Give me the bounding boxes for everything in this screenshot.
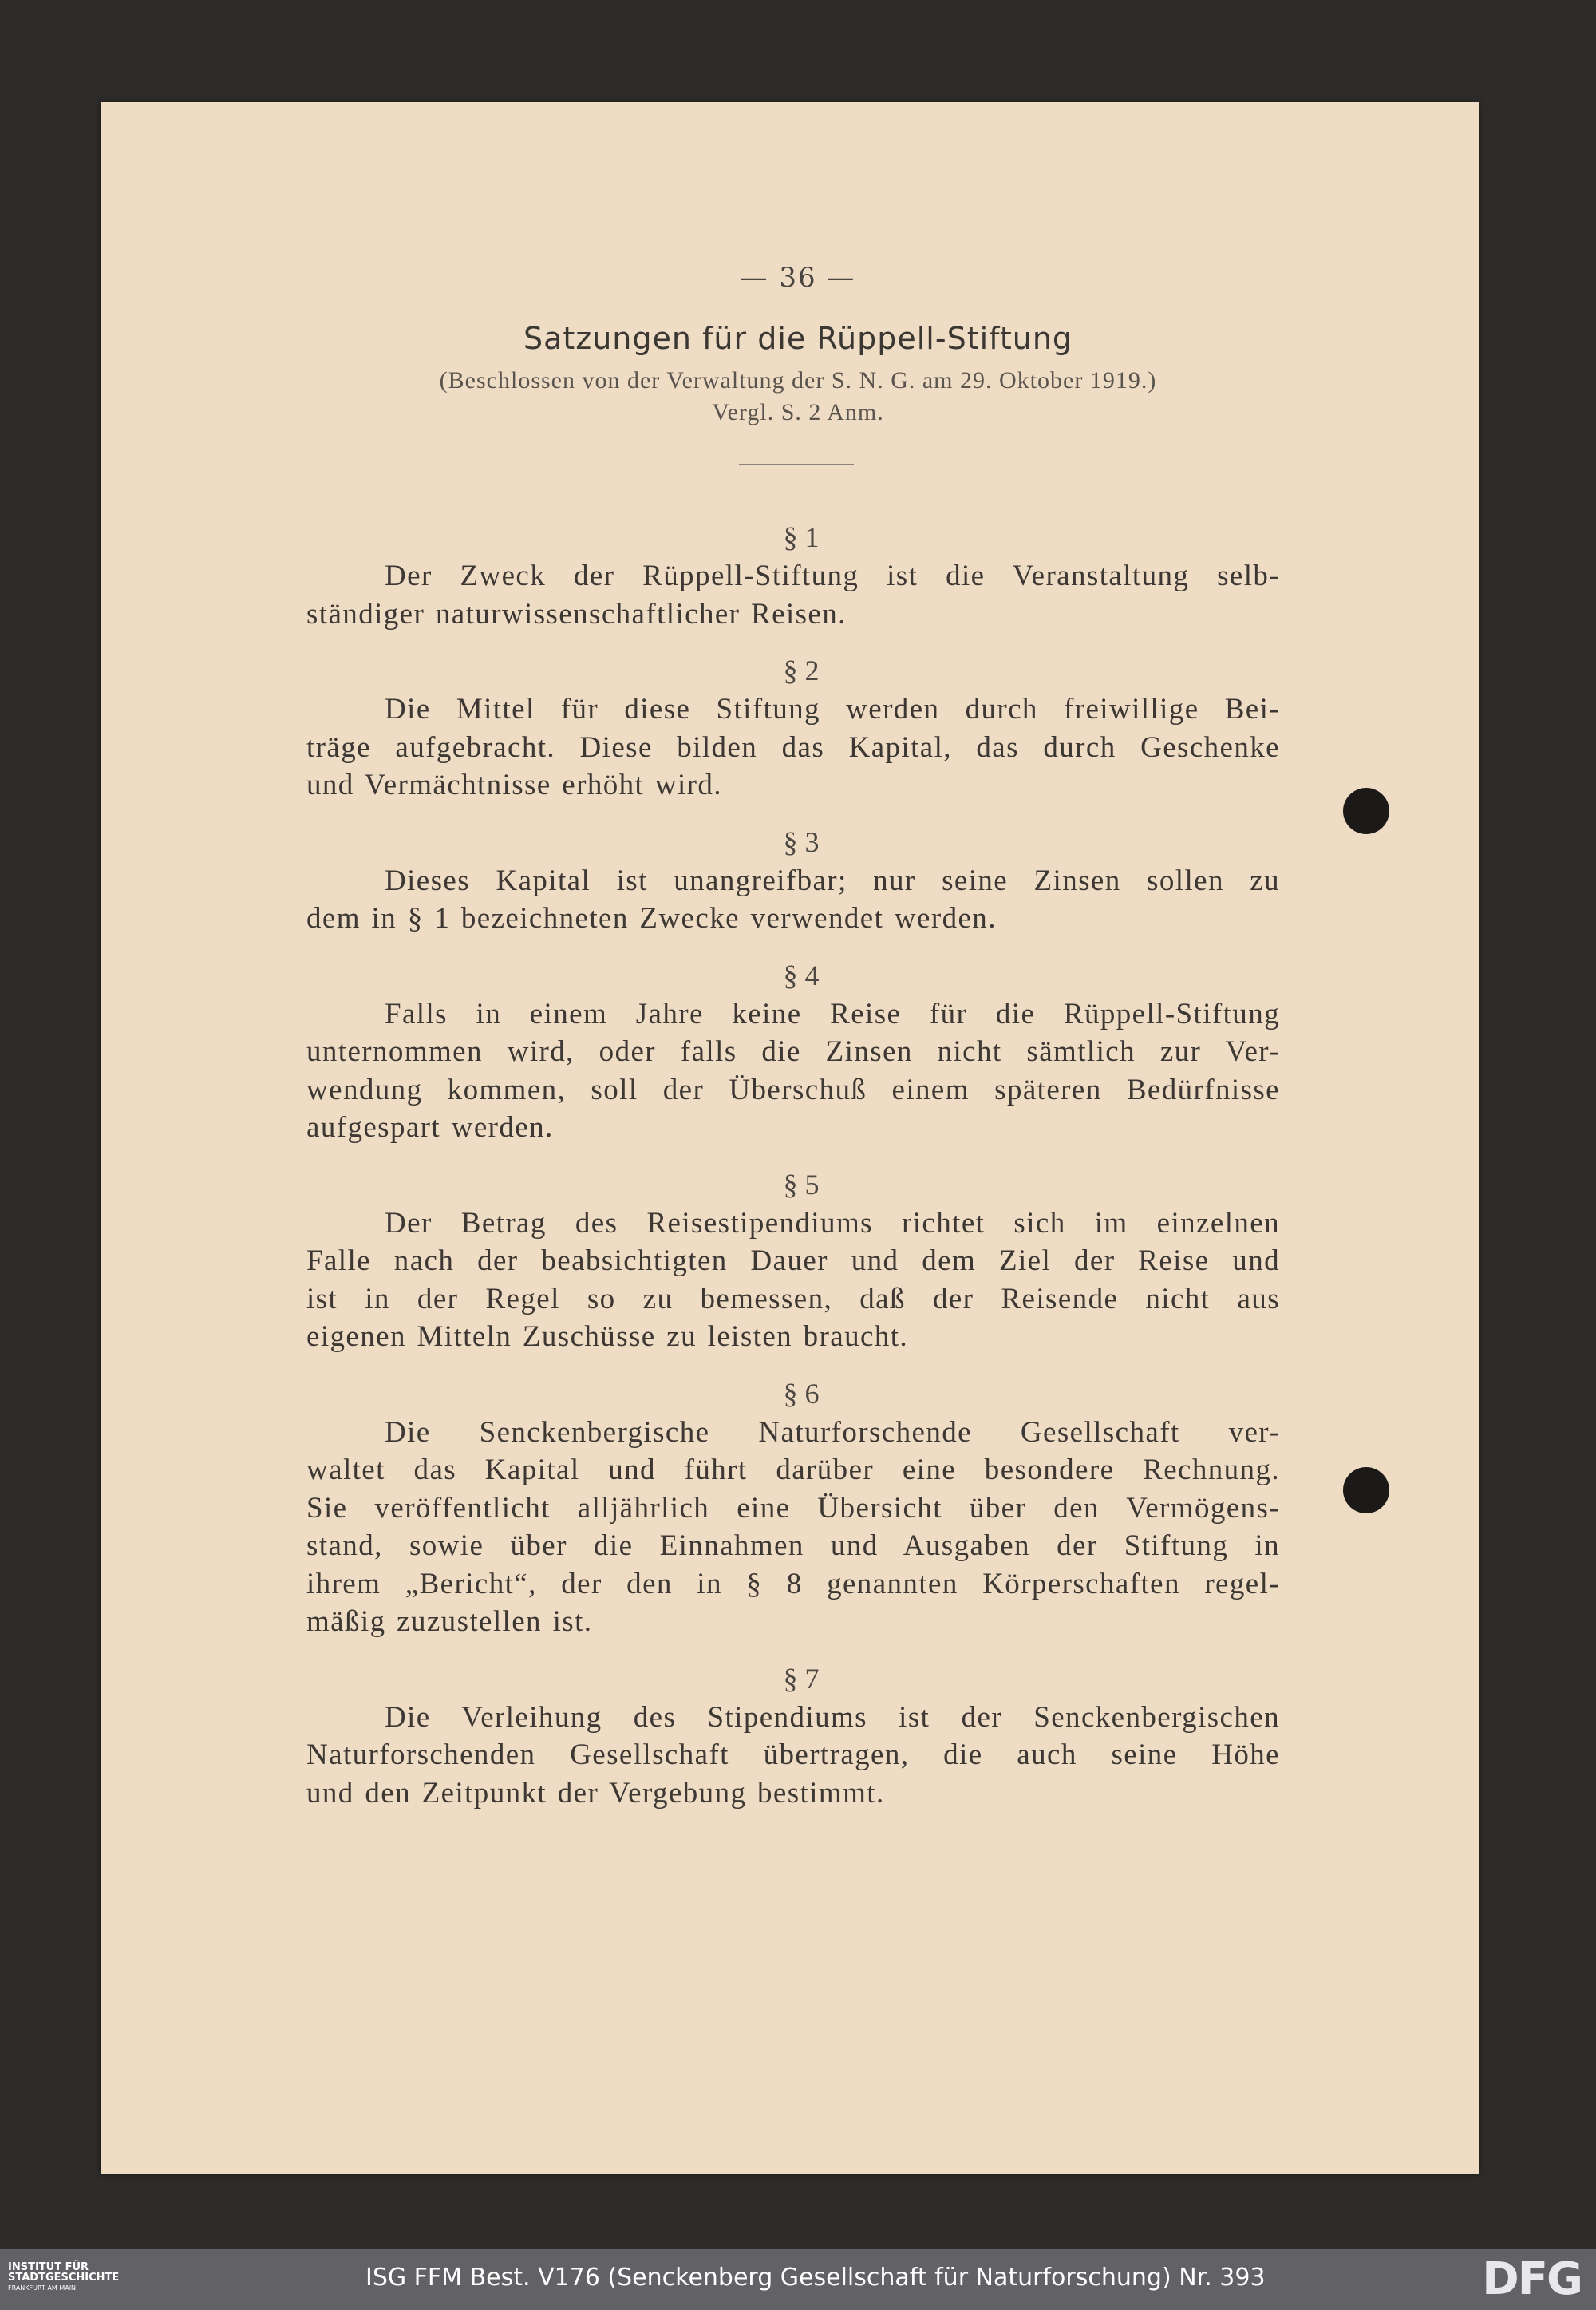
document-title: Satzungen für die Rüppell-Stiftung [523, 321, 1073, 356]
text-line: eigenen Mitteln Zuschüsse zu leisten braucht. [306, 1320, 909, 1353]
text-line: Sie veröffentlicht alljährlich eine Übersicht über den Vermögens- [306, 1491, 1280, 1525]
section-3 [306, 822, 1280, 938]
institute-line-2: STADTGESCHICHTE [8, 2272, 120, 2284]
title-divider [739, 464, 854, 465]
text-line: Falls in einem Jahre keine Reise für die Rüppell-Stiftung [385, 997, 1280, 1030]
section-1 [306, 517, 1280, 633]
section-heading: § 4 [783, 959, 820, 991]
section-body [306, 1204, 1280, 1356]
archive-caption: ISG FFM Best. V176 (Senckenberg Gesellschaft für Naturforschung) Nr. 393 [365, 2264, 1266, 2292]
institute-line-1: INSTITUT FÜR [8, 2261, 89, 2273]
section-body [306, 995, 1280, 1147]
dfg-logo: DFG [1482, 2253, 1582, 2305]
text-line: träge aufgebracht. Diese bilden das Kapital, das durch Geschenke [306, 730, 1280, 764]
text-line: Die Mittel für diese Stiftung werden durch freiwillige Bei- [385, 693, 1280, 726]
text-line: Der Betrag des Reisestipendiums richtet sich im einzelnen [385, 1206, 1280, 1240]
text-line: ständiger naturwissenschaftlicher Reisen. [306, 597, 847, 631]
text-line: Dieses Kapital ist unangreifbar; nur seine Zinsen sollen zu [385, 864, 1280, 897]
text-line: mäßig zuzustellen ist. [306, 1605, 593, 1638]
section-heading: § 5 [783, 1168, 820, 1200]
text-line: ihrem „Bericht“, der den in § 8 genannten Körperschaften regel- [306, 1567, 1280, 1600]
section-heading: § 7 [783, 1662, 820, 1695]
text-line: dem in § 1 bezeichneten Zwecke verwendet werden. [306, 902, 997, 935]
institute-line-3: FRANKFURT AM MAIN [8, 2284, 77, 2292]
text-line: ist in der Regel so zu bemessen, daß der Reisende nicht aus [306, 1282, 1280, 1315]
text-line: und den Zeitpunkt der Vergebung bestimmt. [306, 1776, 885, 1810]
text-line: Naturforschenden Gesellschaft übertragen, die auch seine Höhe [306, 1738, 1280, 1771]
section-4 [306, 955, 1280, 1147]
text-line: aufgespart werden. [306, 1111, 554, 1144]
section-heading: § 2 [783, 655, 820, 686]
section-2 [306, 651, 1280, 805]
statute-sections [306, 517, 1280, 1829]
text-line: stand, sowie über die Einnahmen und Ausgaben der Stiftung in [306, 1529, 1280, 1562]
section-heading: § 1 [783, 521, 820, 553]
institute-logo [8, 2262, 168, 2293]
document-reference: Vergl. S. 2 Anm. [712, 399, 884, 425]
section-body [306, 557, 1280, 633]
text-line: Die Verleihung des Stipendiums ist der Senckenbergischen [385, 1700, 1280, 1734]
punch-hole-top [1343, 788, 1389, 834]
text-line: und Vermächtnisse erhöht wird. [306, 769, 722, 801]
section-body [306, 690, 1280, 805]
section-body [306, 862, 1280, 938]
section-6 [306, 1374, 1280, 1641]
punch-hole-bottom [1343, 1467, 1389, 1513]
section-5 [306, 1165, 1280, 1356]
document-subtitle: (Beschlossen von der Verwaltung der S. N. G. am 29. Oktober 1919.) [439, 367, 1157, 394]
text-line: wendung kommen, soll der Überschuß einem späteren Bedürfnisse [306, 1073, 1280, 1106]
text-line: Falle nach der beabsichtigten Dauer und dem Ziel der Reise und [306, 1244, 1280, 1277]
text-line: unternommen wird, oder falls die Zinsen nicht sämtlich zur Ver- [306, 1035, 1280, 1068]
section-heading: § 6 [783, 1377, 820, 1410]
text-line: Der Zweck der Rüppell-Stiftung ist die Veranstaltung selb- [385, 560, 1280, 592]
section-heading: § 3 [783, 825, 820, 858]
footer-bar [0, 2249, 1596, 2310]
text-line: Die Senckenbergische Naturforschende Gesellschaft ver- [385, 1415, 1280, 1449]
page-number: — 36 — [740, 262, 856, 294]
section-body [306, 1414, 1280, 1641]
section-7 [306, 1659, 1280, 1813]
text-line: waltet das Kapital und führt darüber eine besondere Rechnung. [306, 1454, 1280, 1486]
section-body [306, 1699, 1280, 1813]
